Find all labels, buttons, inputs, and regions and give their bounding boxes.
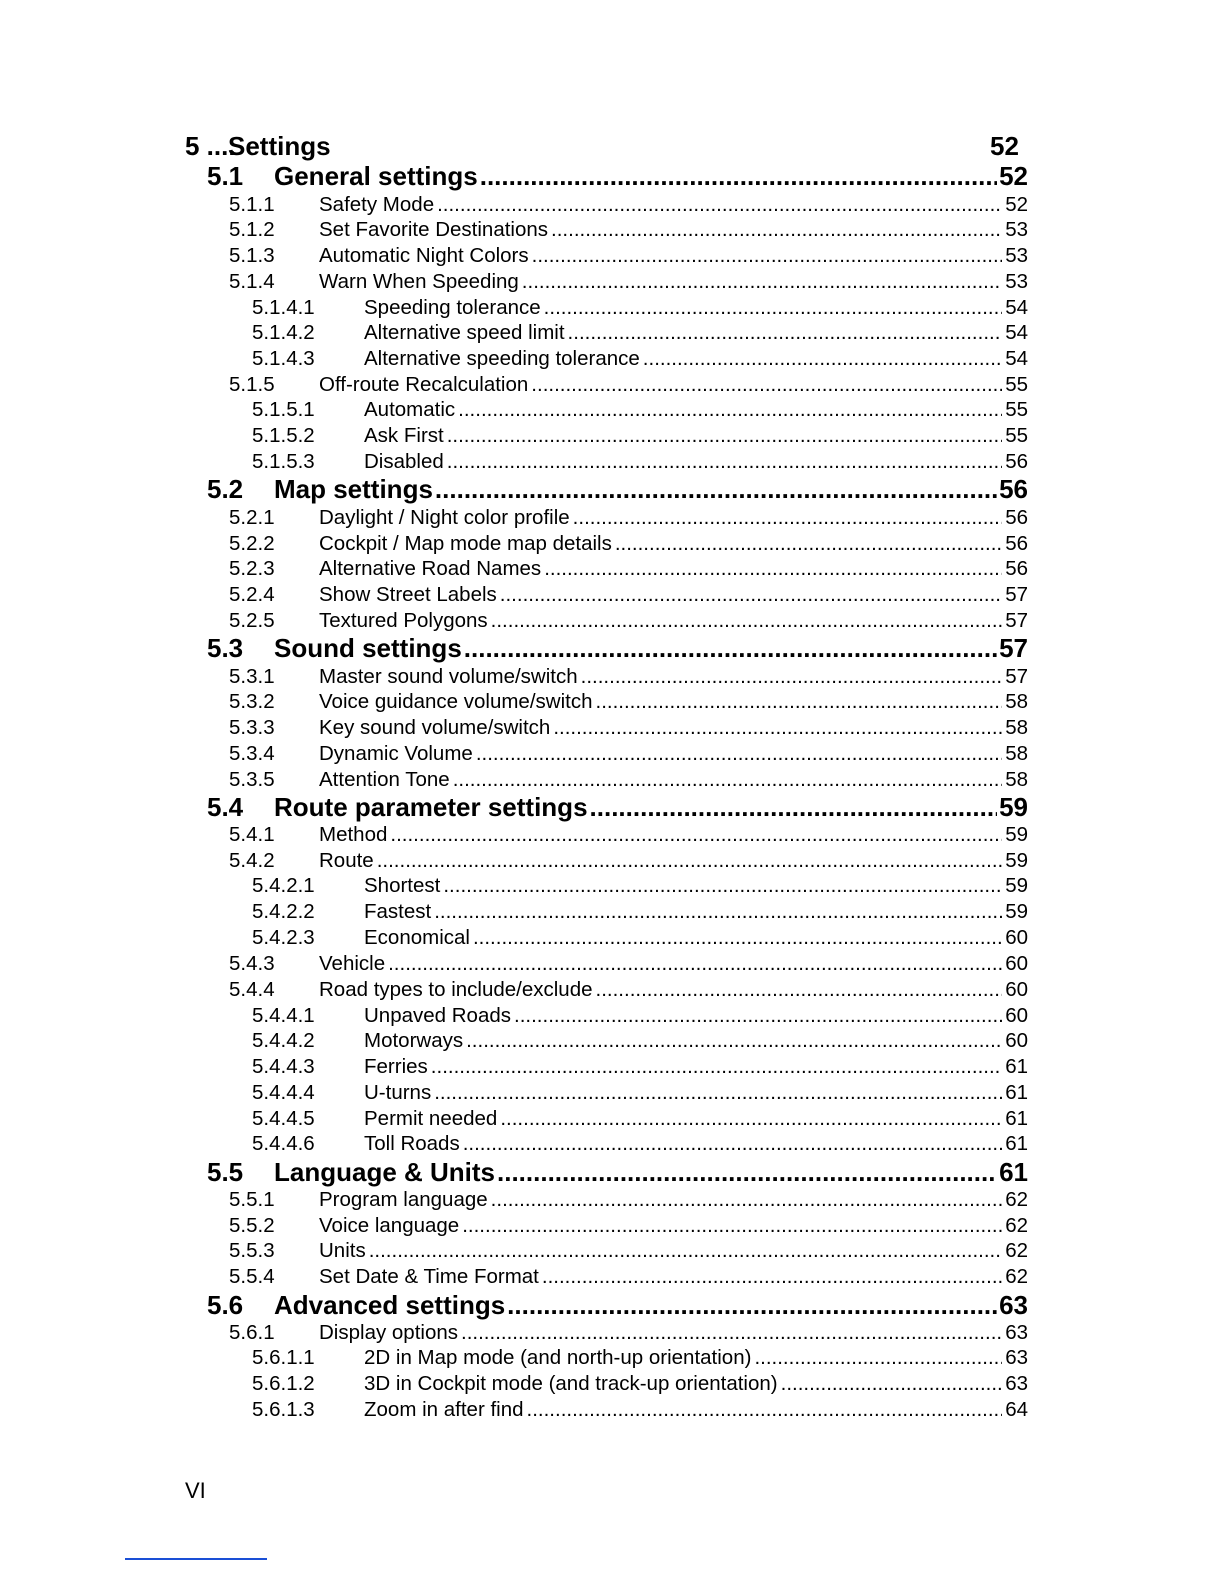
toc-subsubsection-entry[interactable] — [252, 1029, 1028, 1053]
toc-section-entry[interactable] — [207, 792, 1028, 822]
toc-subsection-entry[interactable] — [229, 716, 1028, 740]
toc-entry-page: 60 — [1005, 1004, 1028, 1027]
dot-leader — [522, 270, 1002, 294]
toc-entry-title: Map settings — [274, 474, 433, 504]
dot-leader — [453, 768, 1002, 792]
toc-entry-number: 5.4.3 — [229, 952, 275, 975]
toc-entry-page: 64 — [1005, 1398, 1028, 1421]
toc-subsubsection-entry[interactable] — [252, 1398, 1028, 1422]
dot-leader — [532, 244, 1003, 268]
dot-leader — [590, 792, 998, 823]
toc-entry-title: Master sound volume/switch — [319, 665, 578, 688]
toc-entry-title: Warn When Speeding — [319, 270, 519, 293]
toc-entry-number: 5.1.4.1 — [252, 296, 315, 319]
toc-subsection-entry[interactable] — [229, 665, 1028, 689]
toc-entry-page: 52 — [1005, 193, 1028, 216]
toc-entry-number: 5.5.1 — [229, 1188, 275, 1211]
toc-entry-page: 60 — [1005, 952, 1028, 975]
toc-entry-page: 54 — [1005, 296, 1028, 319]
dot-leader — [596, 690, 1003, 714]
toc-entry-title: Advanced settings — [274, 1290, 506, 1320]
dot-leader — [568, 321, 1003, 345]
toc-entry-page: 58 — [1005, 690, 1028, 713]
toc-entry-number: 5.4.4.4 — [252, 1081, 315, 1104]
toc-entry-number: 5.1.4.3 — [252, 347, 315, 370]
toc-entry-title: Motorways — [364, 1029, 464, 1052]
dot-leader — [553, 716, 1002, 740]
toc-entry-title: Display options — [319, 1321, 459, 1344]
toc-entry-number: 5.5 — [207, 1157, 244, 1187]
dot-leader — [542, 1265, 1002, 1289]
dot-leader — [434, 1081, 1002, 1105]
toc-entry-title: Attention Tone — [319, 768, 450, 791]
toc-entry-page: 54 — [1005, 347, 1028, 370]
toc-entry-title: Daylight / Night color profile — [319, 506, 570, 529]
toc-entry-number: 5.2.4 — [229, 583, 275, 606]
toc-entry-title: Program language — [319, 1188, 488, 1211]
toc-entry-page: 56 — [1005, 450, 1028, 473]
toc-entry-page: 59 — [1005, 900, 1028, 923]
toc-entry-number: 5.4.2 — [229, 849, 275, 872]
toc-entry-title: Ferries — [364, 1055, 428, 1078]
toc-entry-number: 5.4.1 — [229, 823, 275, 846]
toc-entry-number: 5.3.3 — [229, 716, 275, 739]
toc-subsection-entry[interactable] — [229, 742, 1028, 766]
toc-entry-page: 56 — [1005, 532, 1028, 555]
toc-subsection-entry[interactable] — [229, 609, 1028, 633]
toc-entry-number: 5.1.4 — [229, 270, 275, 293]
toc-entry-page: 57 — [1005, 609, 1028, 632]
chapter-page: 52 — [990, 131, 1019, 161]
dot-leader — [377, 849, 1002, 873]
toc-entry-page: 57 — [1005, 583, 1028, 606]
toc-entry-number: 5.1.5 — [229, 373, 275, 396]
toc-subsubsection-entry[interactable] — [252, 1372, 1028, 1396]
toc-entry-number: 5.6.1.2 — [252, 1372, 315, 1395]
toc-subsection-entry[interactable] — [229, 373, 1028, 397]
toc-subsection-entry[interactable] — [229, 270, 1028, 294]
toc-entry-title: Off-route Recalculation — [319, 373, 529, 396]
toc-section-entry[interactable] — [207, 474, 1028, 504]
toc-subsubsection-entry[interactable] — [252, 926, 1028, 950]
toc-entry-title: Vehicle — [319, 952, 386, 975]
toc-entry-number: 5.4.4 — [229, 978, 275, 1001]
dot-leader — [473, 926, 1002, 950]
toc-entry-title: Textured Polygons — [319, 609, 488, 632]
toc-subsubsection-entry[interactable] — [252, 1107, 1028, 1131]
toc-entry-number: 5.2.2 — [229, 532, 275, 555]
dot-leader — [476, 742, 1002, 766]
toc-entry-number: 5.1.5.3 — [252, 450, 315, 473]
toc-entry-number: 5.3.2 — [229, 690, 275, 713]
dot-leader — [464, 633, 997, 664]
chapter-title: Settings — [228, 131, 331, 161]
toc-entry-title: Economical — [364, 926, 470, 949]
dot-leader — [447, 450, 1002, 474]
toc-entry-title: Method — [319, 823, 388, 846]
dot-leader — [480, 161, 997, 192]
toc-section-entry[interactable] — [207, 633, 1028, 663]
dot-leader — [596, 978, 1003, 1002]
dot-leader — [491, 1188, 1003, 1212]
toc-subsubsection-entry[interactable] — [252, 296, 1028, 320]
toc-entry-title: Voice guidance volume/switch — [319, 690, 593, 713]
toc-subsubsection-entry[interactable] — [252, 1055, 1028, 1079]
toc-entry-page: 56 — [1005, 506, 1028, 529]
toc-entry-title: Alternative speed limit — [364, 321, 565, 344]
toc-entry-number: 5.1.2 — [229, 218, 275, 241]
toc-entry-page: 63 — [1005, 1346, 1028, 1369]
toc-subsection-entry[interactable] — [229, 849, 1028, 873]
toc-entry-title: Route — [319, 849, 374, 872]
toc-entry-number: 5.2.5 — [229, 609, 275, 632]
toc-entry-page: 58 — [1005, 742, 1028, 765]
toc-subsection-entry[interactable] — [229, 1214, 1028, 1238]
toc-entry-page: 53 — [1005, 270, 1028, 293]
dot-leader — [544, 557, 1002, 581]
dot-leader — [497, 1157, 997, 1188]
toc-entry-title: 2D in Map mode (and north-up orientation) — [364, 1346, 752, 1369]
toc-subsubsection-entry[interactable] — [252, 424, 1028, 448]
toc-entry-page: 61 — [1005, 1132, 1028, 1155]
toc-entry-page: 61 — [1005, 1081, 1028, 1104]
toc-entry-title: U-turns — [364, 1081, 432, 1104]
toc-entry-page: 61 — [1005, 1107, 1028, 1130]
toc-subsection-entry[interactable] — [229, 978, 1028, 1002]
dot-leader — [500, 1107, 1002, 1131]
dot-leader — [754, 1346, 1002, 1370]
toc-entry-number: 5.1 — [207, 161, 244, 191]
toc-subsubsection-entry[interactable] — [252, 450, 1028, 474]
toc-entry-page: 55 — [1005, 398, 1028, 421]
dot-leader — [531, 373, 1002, 397]
toc-subsubsection-entry[interactable] — [252, 398, 1028, 422]
dot-leader — [781, 1372, 1003, 1396]
toc-entry-page: 55 — [1005, 373, 1028, 396]
toc-entry-page: 63 — [1005, 1372, 1028, 1395]
toc-entry-number: 5.4.2.2 — [252, 900, 315, 923]
toc-entry-page: 56 — [1005, 557, 1028, 580]
dot-leader — [581, 665, 1003, 689]
toc-entry-number: 5.2 — [207, 474, 244, 504]
dot-leader — [443, 874, 1002, 898]
toc-subsubsection-entry[interactable] — [252, 900, 1028, 924]
toc-subsection-entry[interactable] — [229, 1265, 1028, 1289]
toc-entry-title: 3D in Cockpit mode (and track-up orientation) — [364, 1372, 778, 1395]
toc-subsection-entry[interactable] — [229, 583, 1028, 607]
toc-entry-page: 61 — [1005, 1055, 1028, 1078]
toc-entry-number: 5.4.4.1 — [252, 1004, 315, 1027]
toc-section-entry[interactable] — [207, 1290, 1028, 1320]
toc-entry-number: 5.3 — [207, 633, 244, 663]
toc-subsubsection-entry[interactable] — [252, 1346, 1028, 1370]
toc-entry-number: 5.5.4 — [229, 1265, 275, 1288]
toc-entry-page: 53 — [1005, 244, 1028, 267]
toc-entry-number: 5.1.5.2 — [252, 424, 315, 447]
dot-leader — [573, 506, 1003, 530]
toc-entry-title: Dynamic Volume — [319, 742, 473, 765]
toc-entry-title: Alternative Road Names — [319, 557, 542, 580]
toc-subsubsection-entry[interactable] — [252, 1004, 1028, 1028]
toc-entry-title: Show Street Labels — [319, 583, 497, 606]
dot-leader — [369, 1239, 1002, 1263]
page-number: VI — [185, 1478, 206, 1503]
toc-entry-page: 56 — [999, 474, 1028, 504]
toc-entry-title: Sound settings — [274, 633, 462, 663]
toc-entry-page: 63 — [999, 1290, 1028, 1320]
toc-entry-page: 60 — [1005, 1029, 1028, 1052]
toc-subsection-entry[interactable] — [229, 1188, 1028, 1212]
toc-entry-title: General settings — [274, 161, 478, 191]
toc-entry-title: Language & Units — [274, 1157, 496, 1187]
toc-subsubsection-entry[interactable] — [252, 321, 1028, 345]
toc-entry-title: Voice language — [319, 1214, 460, 1237]
toc-entry-number: 5.1.5.1 — [252, 398, 315, 421]
chapter-number: 5 .... — [185, 131, 236, 161]
toc-entry-page: 60 — [1005, 926, 1028, 949]
toc-entry-page: 57 — [1005, 665, 1028, 688]
toc-entry-page: 62 — [1005, 1239, 1028, 1262]
toc-subsection-entry[interactable] — [229, 506, 1028, 530]
toc-entry-title: Automatic Night Colors — [319, 244, 529, 267]
toc-entry-page: 58 — [1005, 716, 1028, 739]
toc-entry-title: Set Favorite Destinations — [319, 218, 549, 241]
dot-leader — [388, 952, 1002, 976]
dot-leader — [514, 1004, 1002, 1028]
toc-entry-number: 5.4.2.1 — [252, 874, 315, 897]
toc-entry-page: 53 — [1005, 218, 1028, 241]
toc-entry-page: 57 — [999, 633, 1028, 663]
dot-leader — [447, 424, 1002, 448]
toc-subsection-entry[interactable] — [229, 1239, 1028, 1263]
toc-entry-title: Set Date & Time Format — [319, 1265, 539, 1288]
toc-entry-page: 54 — [1005, 321, 1028, 344]
toc-subsubsection-entry[interactable] — [252, 874, 1028, 898]
dot-leader — [461, 1321, 1002, 1345]
toc-entry-page: 59 — [1005, 874, 1028, 897]
toc-entry-title: Ask First — [364, 424, 444, 447]
dot-leader — [643, 347, 1002, 371]
dot-leader — [615, 532, 1002, 556]
toc-entry-number: 5.4 — [207, 792, 244, 822]
toc-entry-number: 5.6.1 — [229, 1321, 275, 1344]
dot-leader — [500, 583, 1002, 607]
toc-entry-title: Permit needed — [364, 1107, 498, 1130]
dot-leader — [434, 900, 1002, 924]
toc-entry-number: 5.3.4 — [229, 742, 275, 765]
toc-entry-page: 61 — [999, 1157, 1028, 1187]
footnote-rule — [125, 1558, 267, 1560]
toc-entry-number: 5.2.3 — [229, 557, 275, 580]
toc-entry-page: 52 — [999, 161, 1028, 191]
toc-entry-page: 58 — [1005, 768, 1028, 791]
toc-subsubsection-entry[interactable] — [252, 1081, 1028, 1105]
toc-entry-title: Alternative speeding tolerance — [364, 347, 640, 370]
toc-subsubsection-entry[interactable] — [252, 1132, 1028, 1156]
toc-entry-title: Toll Roads — [364, 1132, 460, 1155]
toc-subsection-entry[interactable] — [229, 690, 1028, 714]
toc-entry-title: Cockpit / Map mode map details — [319, 532, 612, 555]
toc-entry-title: Road types to include/exclude — [319, 978, 593, 1001]
dot-leader — [458, 398, 1002, 422]
dot-leader — [462, 1214, 1002, 1238]
toc-subsection-entry[interactable] — [229, 557, 1028, 581]
toc-entry-page: 63 — [1005, 1321, 1028, 1344]
dot-leader — [527, 1398, 1003, 1422]
toc-entry-number: 5.5.3 — [229, 1239, 275, 1262]
toc-section-entry[interactable] — [207, 161, 1028, 191]
toc-entry-number: 5.6.1.3 — [252, 1398, 315, 1421]
toc-section-entry[interactable] — [207, 1157, 1028, 1187]
dot-leader — [491, 609, 1003, 633]
toc-entry-title: Shortest — [364, 874, 441, 897]
toc-subsection-entry[interactable] — [229, 952, 1028, 976]
toc-subsection-entry[interactable] — [229, 768, 1028, 792]
toc-entry-number: 5.3.5 — [229, 768, 275, 791]
toc-entry-number: 5.6.1.1 — [252, 1346, 315, 1369]
dot-leader — [466, 1029, 1002, 1053]
dot-leader — [435, 474, 997, 505]
toc-entry-page: 60 — [1005, 978, 1028, 1001]
toc-entry-title: Disabled — [364, 450, 444, 473]
toc-entry-page: 59 — [999, 792, 1028, 822]
toc-entry-page: 59 — [1005, 849, 1028, 872]
toc-subsection-entry[interactable] — [229, 244, 1028, 268]
toc-entry-number: 5.6 — [207, 1290, 244, 1320]
toc-entry-number: 5.4.4.2 — [252, 1029, 315, 1052]
toc-entry-number: 5.1.1 — [229, 193, 275, 216]
toc-entry-title: Key sound volume/switch — [319, 716, 551, 739]
toc-entry-title: Zoom in after find — [364, 1398, 524, 1421]
toc-entry-title: Fastest — [364, 900, 432, 923]
dot-leader — [507, 1290, 997, 1321]
toc-subsubsection-entry[interactable] — [252, 347, 1028, 371]
dot-leader — [390, 823, 1002, 847]
toc-entry-number: 5.4.4.6 — [252, 1132, 315, 1155]
dot-leader — [463, 1132, 1002, 1156]
toc-entry-title: Route parameter settings — [274, 792, 588, 822]
dot-leader — [551, 218, 1002, 242]
toc-entry-page: 62 — [1005, 1188, 1028, 1211]
toc-entry-number: 5.4.4.3 — [252, 1055, 315, 1078]
toc-entry-page: 59 — [1005, 823, 1028, 846]
toc-entry-number: 5.4.2.3 — [252, 926, 315, 949]
toc-subsection-entry[interactable] — [229, 1321, 1028, 1345]
toc-entry-number: 5.4.4.5 — [252, 1107, 315, 1130]
toc-entry-title: Unpaved Roads — [364, 1004, 512, 1027]
dot-leader — [437, 193, 1002, 217]
dot-leader — [431, 1055, 1002, 1079]
toc-entry-title: Speeding tolerance — [364, 296, 541, 319]
toc-entry-title: Units — [319, 1239, 366, 1262]
toc-subsection-entry[interactable] — [229, 218, 1028, 242]
toc-entry-number: 5.1.3 — [229, 244, 275, 267]
toc-entry-page: 55 — [1005, 424, 1028, 447]
chapter-heading — [185, 131, 1028, 162]
toc-entry-number: 5.1.4.2 — [252, 321, 315, 344]
toc-subsection-entry[interactable] — [229, 193, 1028, 217]
dot-leader — [544, 296, 1003, 320]
toc-entry-page: 62 — [1005, 1214, 1028, 1237]
toc-entry-page: 62 — [1005, 1265, 1028, 1288]
toc-entry-number: 5.3.1 — [229, 665, 275, 688]
toc-subsection-entry[interactable] — [229, 532, 1028, 556]
toc-subsection-entry[interactable] — [229, 823, 1028, 847]
toc-entry-title: Safety Mode — [319, 193, 435, 216]
toc-entry-title: Automatic — [364, 398, 456, 421]
toc-entry-number: 5.2.1 — [229, 506, 275, 529]
toc-entry-number: 5.5.2 — [229, 1214, 275, 1237]
